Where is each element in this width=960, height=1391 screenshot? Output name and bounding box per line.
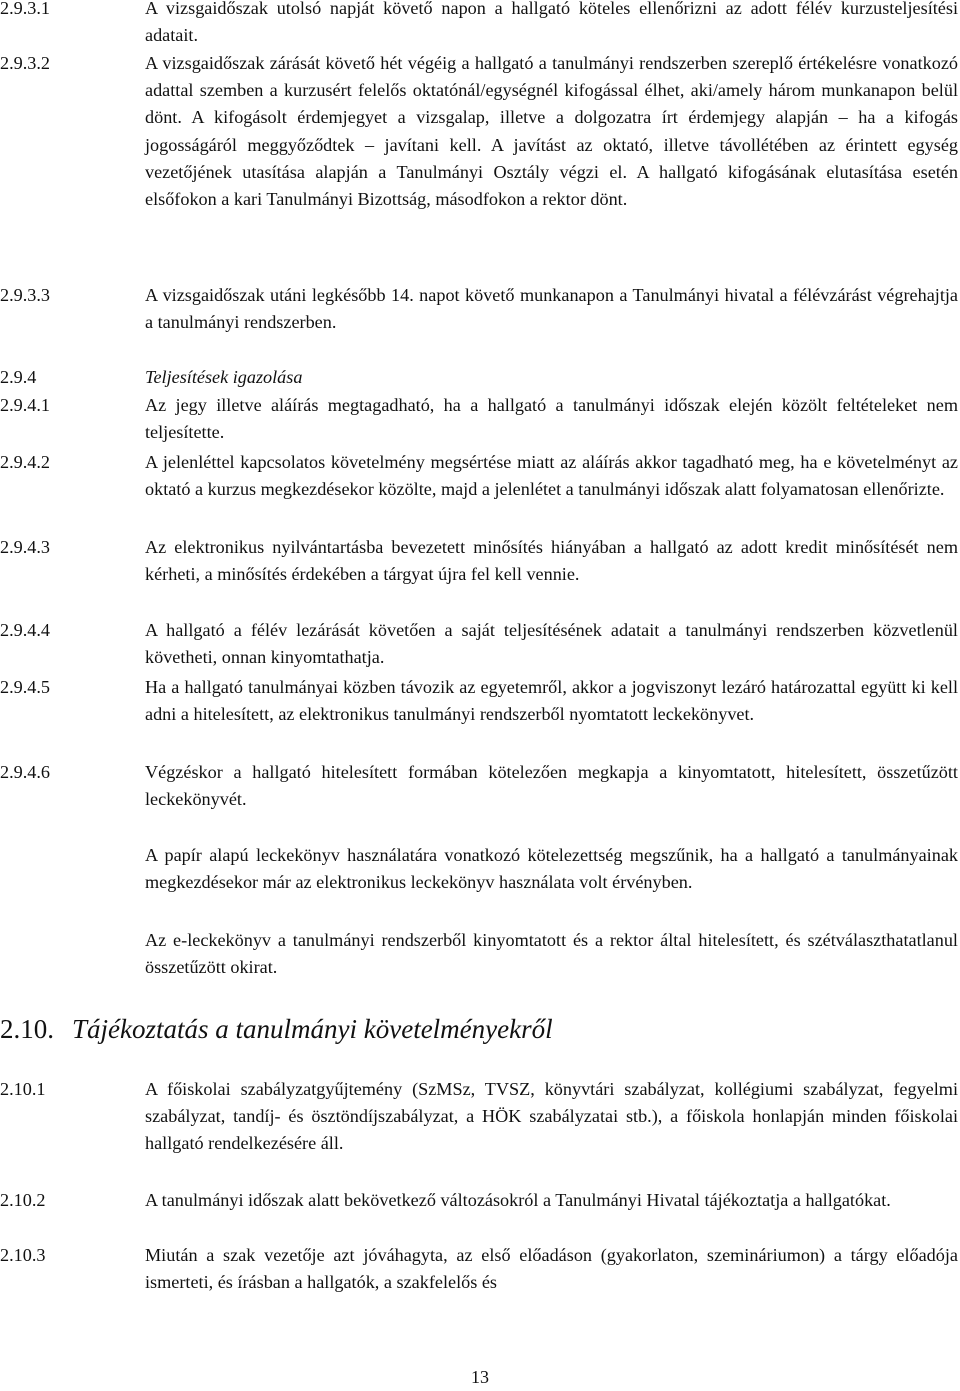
paragraph-2-9-3-3 <box>0 282 960 336</box>
paragraph-number: 2.9.4.4 <box>0 620 51 640</box>
paragraph-text: Miután a szak vezetője azt jóváhagyta, az első előadáson (gyakorlaton, szemináriumon) a tárgy előadója ismerteti, és írásban a hallgatók, a szakfelelős és <box>145 1245 958 1293</box>
paragraph-text: A hallgató a félév lezárását követően a saját teljesítésének adatait a tanulmányi rendszerben közvetlenül követheti, onnan kinyomtathatja. <box>145 620 958 668</box>
paragraph-number: 2.9.4.3 <box>0 537 51 557</box>
note-paragraph-e-logbook <box>0 927 960 981</box>
paragraph-2-10-3 <box>0 1242 960 1296</box>
paragraph-2-9-4-6 <box>0 759 960 813</box>
note-paragraph-paper-logbook <box>0 842 960 896</box>
paragraph-number: 2.9.4.1 <box>0 395 51 415</box>
paragraph-2-9-4-5 <box>0 674 960 728</box>
section-number: 2.10. <box>0 1014 54 1044</box>
paragraph-text: A vizsgaidőszak utáni legkésőbb 14. napot követő munkanapon a Tanulmányi hivatal a félévzárást végrehajtja a tanulmányi rendszerben. <box>145 285 958 333</box>
paragraph-text: A tanulmányi időszak alatt bekövetkező változásokról a Tanulmányi Hivatal tájékoztatja a hallgatókat. <box>145 1190 891 1210</box>
paragraph-2-10-2 <box>0 1187 960 1214</box>
paragraph-number: 2.10.1 <box>0 1079 46 1099</box>
paragraph-2-9-3-1 <box>0 0 960 49</box>
paragraph-number: 2.9.3.3 <box>0 285 51 305</box>
section-title: Tájékoztatás a tanulmányi követelményekről <box>72 1014 553 1044</box>
paragraph-text: A vizsgaidőszak utolsó napját követő napon a hallgató köteles ellenőrizni az adott félév kurzusteljesítési adatait. <box>145 0 958 46</box>
paragraph-number: 2.9.4.5 <box>0 677 51 697</box>
paragraph-number: 2.9.4.6 <box>0 762 51 782</box>
paragraph-2-9-4-4 <box>0 617 960 671</box>
paragraph-2-9-3-2 <box>0 50 960 213</box>
paragraph-text: A papír alapú leckekönyv használatára vonatkozó kötelezettség megszűnik, ha a hallgató a tanulmányainak megkezdésekor már az elektronikus leckekönyv használata volt érvényben. <box>145 845 958 893</box>
paragraph-2-10-1 <box>0 1076 960 1158</box>
paragraph-text: Ha a hallgató tanulmányai közben távozik az egyetemről, akkor a jogviszonyt lezáró határozattal együtt ki kell adni a hitelesített, az elektronikus tanulmányi rendszerből nyomtatott leckekönyvet. <box>145 677 958 725</box>
paragraph-number: 2.10.2 <box>0 1190 46 1210</box>
paragraph-text: A vizsgaidőszak zárását követő hét végéig a hallgató a tanulmányi rendszerben szereplő értékelésre vonatkozó adattal szemben a kurzusért felelős oktatónál/egységnél kifogással élhet, aki/amely három munkanapon belül dönt. A kifogásolt érdemjegyet a vizsgalap, illetve a dolgozatra írt érdemjegy alapján – ha a kifogás jogosságáról meggyőződtek – javítani kell. A javítást az oktató, illetve távollétében az érintett egység vezetőjének utasítása alapján a Tanulmányi Osztály végzi el. A hallgató kifogásának elutasítása esetén elsőfokon a kari Tanulmányi Bizottság, másodfokon a rektor dönt. <box>145 53 958 210</box>
subsection-title: Teljesítések igazolása <box>145 367 303 387</box>
paragraph-number: 2.9.4.2 <box>0 452 51 472</box>
paragraph-number: 2.10.3 <box>0 1245 46 1265</box>
paragraph-text: Az jegy illetve aláírás megtagadható, ha a hallgató a tanulmányi időszak elején közölt feltételeket nem teljesítette. <box>145 395 958 443</box>
paragraph-2-9-4-3 <box>0 534 960 588</box>
paragraph-2-9-4-2 <box>0 449 960 503</box>
subsection-number: 2.9.4 <box>0 367 37 387</box>
section-heading-2-10 <box>0 1011 553 1047</box>
paragraph-text: Az e-leckekönyv a tanulmányi rendszerből kinyomtatott és a rektor által hitelesített, és szétválaszthatatlanul összetűzött okirat. <box>145 930 958 978</box>
paragraph-number: 2.9.3.2 <box>0 53 51 73</box>
paragraph-2-9-4-1 <box>0 392 960 446</box>
paragraph-text: Az elektronikus nyilvántartásba bevezetett minősítés hiányában a hallgató az adott kredit minősítését nem kérheti, a minősítés érdekében a tárgyat újra fel kell vennie. <box>145 537 958 585</box>
paragraph-number: 2.9.3.1 <box>0 0 51 18</box>
paragraph-text: Végzéskor a hallgató hitelesített formában kötelezően megkapja a kinyomtatott, hitelesített, összetűzött leckekönyvét. <box>145 762 958 810</box>
paragraph-text: A főiskolai szabályzatgyűjtemény (SzMSz, TVSZ, könyvtári szabályzat, kollégiumi szabályzat, fegyelmi szabályzat, tandíj- és ösztöndíjszabályzat, a HÖK szabályzatai stb.), a főiskola honlapján minden főiskolai hallgató rendelkezésére áll. <box>145 1079 958 1154</box>
page-number: 13 <box>471 1367 489 1387</box>
paragraph-text: A jelenléttel kapcsolatos követelmény megsértése miatt az aláírás akkor tagadható meg, ha e követelményt az oktató a kurzus megkezdésekor közölte, majd a jelenlétet a tanulmányi időszak alatt folyamatosan ellenőrizte. <box>145 452 958 500</box>
subsection-2-9-4 <box>0 364 960 391</box>
